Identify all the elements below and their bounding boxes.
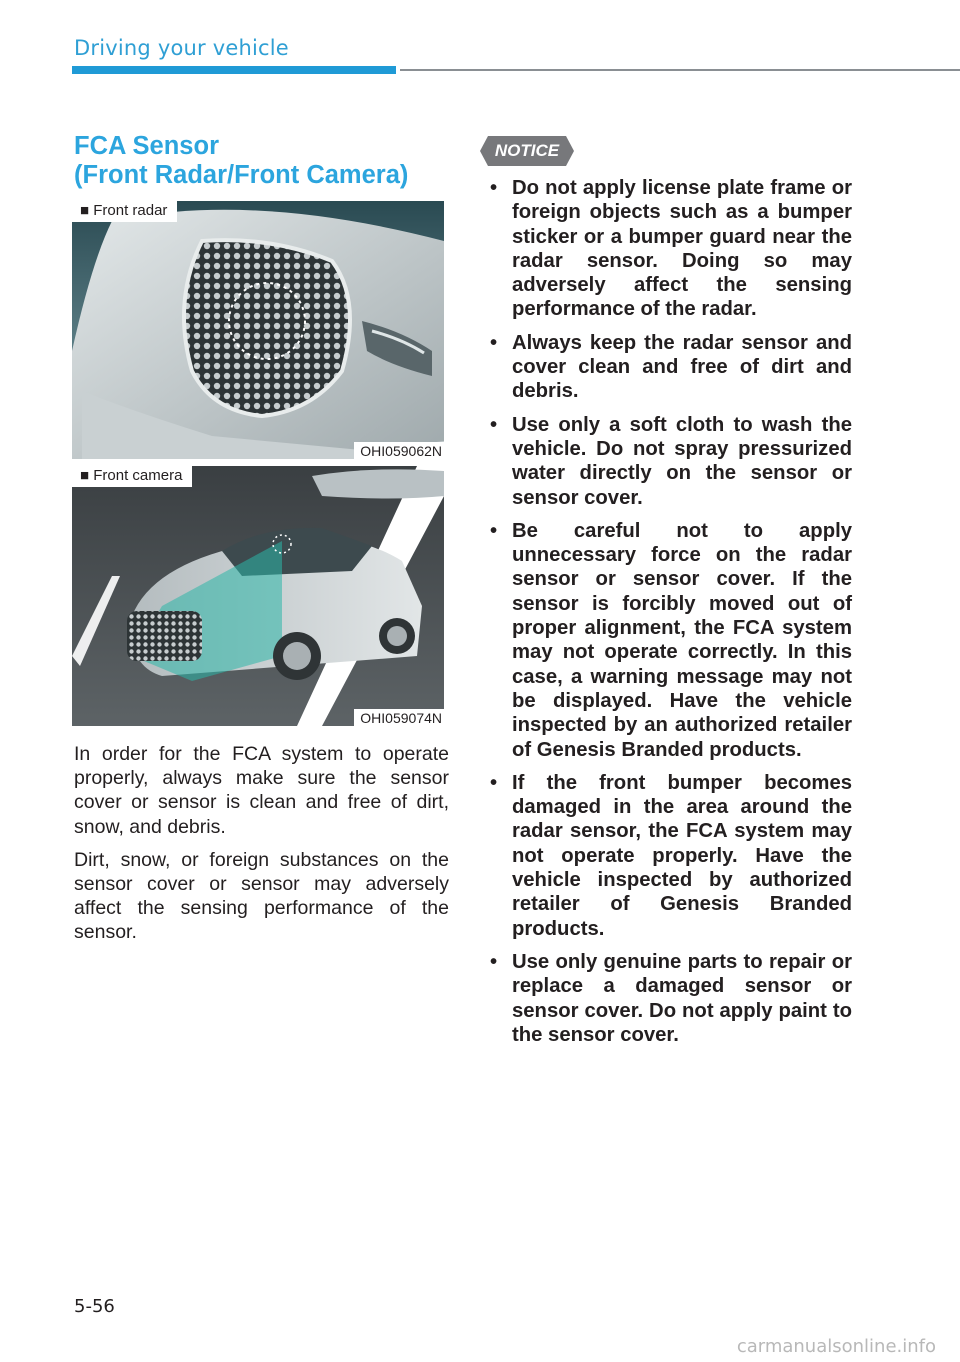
header-rule [400, 69, 960, 71]
bullet: • [490, 331, 498, 354]
front-camera-image-code: OHI059074N [354, 709, 444, 726]
body-text [74, 742, 449, 954]
bullet: • [490, 413, 498, 436]
notice-item [490, 176, 852, 322]
body-paragraph: In order for the FCA system to operate properly, always make sure the sensor cover or sensor is clean and free of dirt, snow, and debris. [74, 743, 449, 838]
notice-item-text: Always keep the radar sensor and cover clean and free of dirt and debris. [512, 331, 852, 403]
header-title: Driving your vehicle [74, 36, 289, 60]
notice-badge-label: NOTICE [494, 141, 560, 160]
notice-item-text: If the front bumper becomes damaged in the area around the radar sensor, the FCA system may not operate properly. Have the vehicle inspected by authorized retailer of Genesis Branded products. [512, 771, 852, 940]
notice-item [490, 413, 852, 510]
page-number: 5-56 [74, 1296, 115, 1317]
bullet: • [490, 771, 498, 794]
bullet: • [490, 519, 498, 542]
header-accent-bar [72, 66, 396, 74]
notice-item [490, 950, 852, 1047]
notice-item-text: Use only genuine parts to repair or replace a damaged sensor or sensor cover. Do not apply paint to the sensor cover. [512, 950, 852, 1046]
body-paragraph: Dirt, snow, or foreign substances on the sensor cover or sensor may adversely affect the sensing performance of the sensor. [74, 848, 449, 944]
notice-item [490, 771, 852, 941]
front-camera-label: ■ Front camera [72, 466, 192, 487]
watermark[interactable]: carmanualsonline.info [736, 1336, 936, 1357]
notice-list [490, 176, 852, 1056]
notice-item [490, 331, 852, 404]
front-radar-figure [72, 201, 444, 459]
bullet: • [490, 950, 498, 973]
notice-item-text: Use only a soft cloth to wash the vehicle. Do not spray pressurized water directly on the sensor or sensor cover. [512, 413, 852, 509]
notice-item-text: Be careful not to apply unnecessary force on the radar sensor or sensor cover. If the sensor is forcibly moved out of proper alignment, the FCA system may not operate correctly. In this case, a warning message may not be displayed. Have the vehicle inspected by an authorized retailer of Genesis Branded products. [512, 519, 852, 761]
front-radar-label: ■ Front radar [72, 201, 177, 222]
notice-badge [480, 136, 574, 166]
front-radar-illustration [72, 201, 444, 459]
front-camera-figure [72, 466, 444, 726]
front-radar-image-code: OHI059062N [354, 442, 444, 459]
section-title-line-2: (Front Radar/Front Camera) [74, 161, 409, 189]
section-title [74, 132, 454, 190]
front-camera-illustration [72, 466, 444, 726]
section-title-line-1: FCA Sensor [74, 132, 219, 160]
notice-item [490, 519, 852, 762]
notice-item-text: Do not apply license plate frame or foreign objects such as a bumper sticker or a bumper guard near the radar sensor. Doing so may adversely affect the sensing performance of the radar. [512, 177, 852, 321]
bullet: • [490, 177, 498, 199]
